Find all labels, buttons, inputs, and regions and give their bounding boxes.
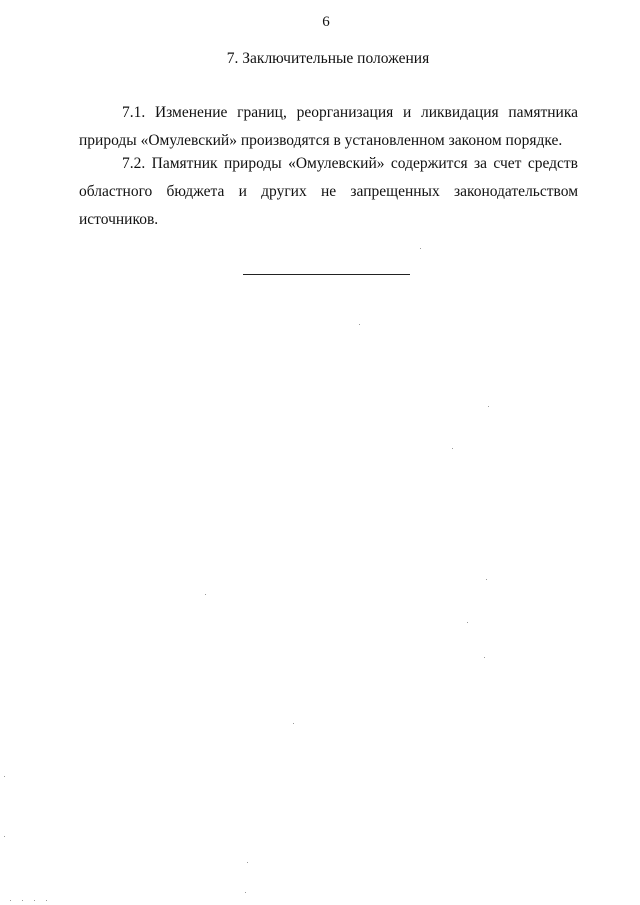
scan-speck [484,657,485,658]
section-title: 7. Заключительные положения [226,50,430,67]
scan-speck [22,900,23,901]
paragraph-7-2: 7.2. Памятник природы «Омулевский» содержится за счет средств областного бюджета и других не запрещенных законодательством источников. [79,155,578,228]
scan-speck [247,862,248,863]
closing-separator-line [243,274,410,275]
scan-speck [46,900,47,901]
scan-speck [467,622,468,623]
scan-speck [10,900,11,901]
scan-speck [452,448,453,449]
page-number: 6 [322,14,330,30]
scan-speck [4,836,5,837]
paragraph-7-1: 7.1. Изменение границ, реорганизация и ликвидация памятника природы «Омулевский» производятся в установленном законом порядке. [79,104,578,149]
scan-speck [359,324,360,325]
scan-speck [420,248,421,249]
scan-speck [486,579,487,580]
scan-speck [34,900,35,901]
scan-speck [245,892,246,893]
scan-speck [205,594,206,595]
scan-speck [293,723,294,724]
scan-speck [488,406,489,407]
scan-speck [4,776,5,777]
